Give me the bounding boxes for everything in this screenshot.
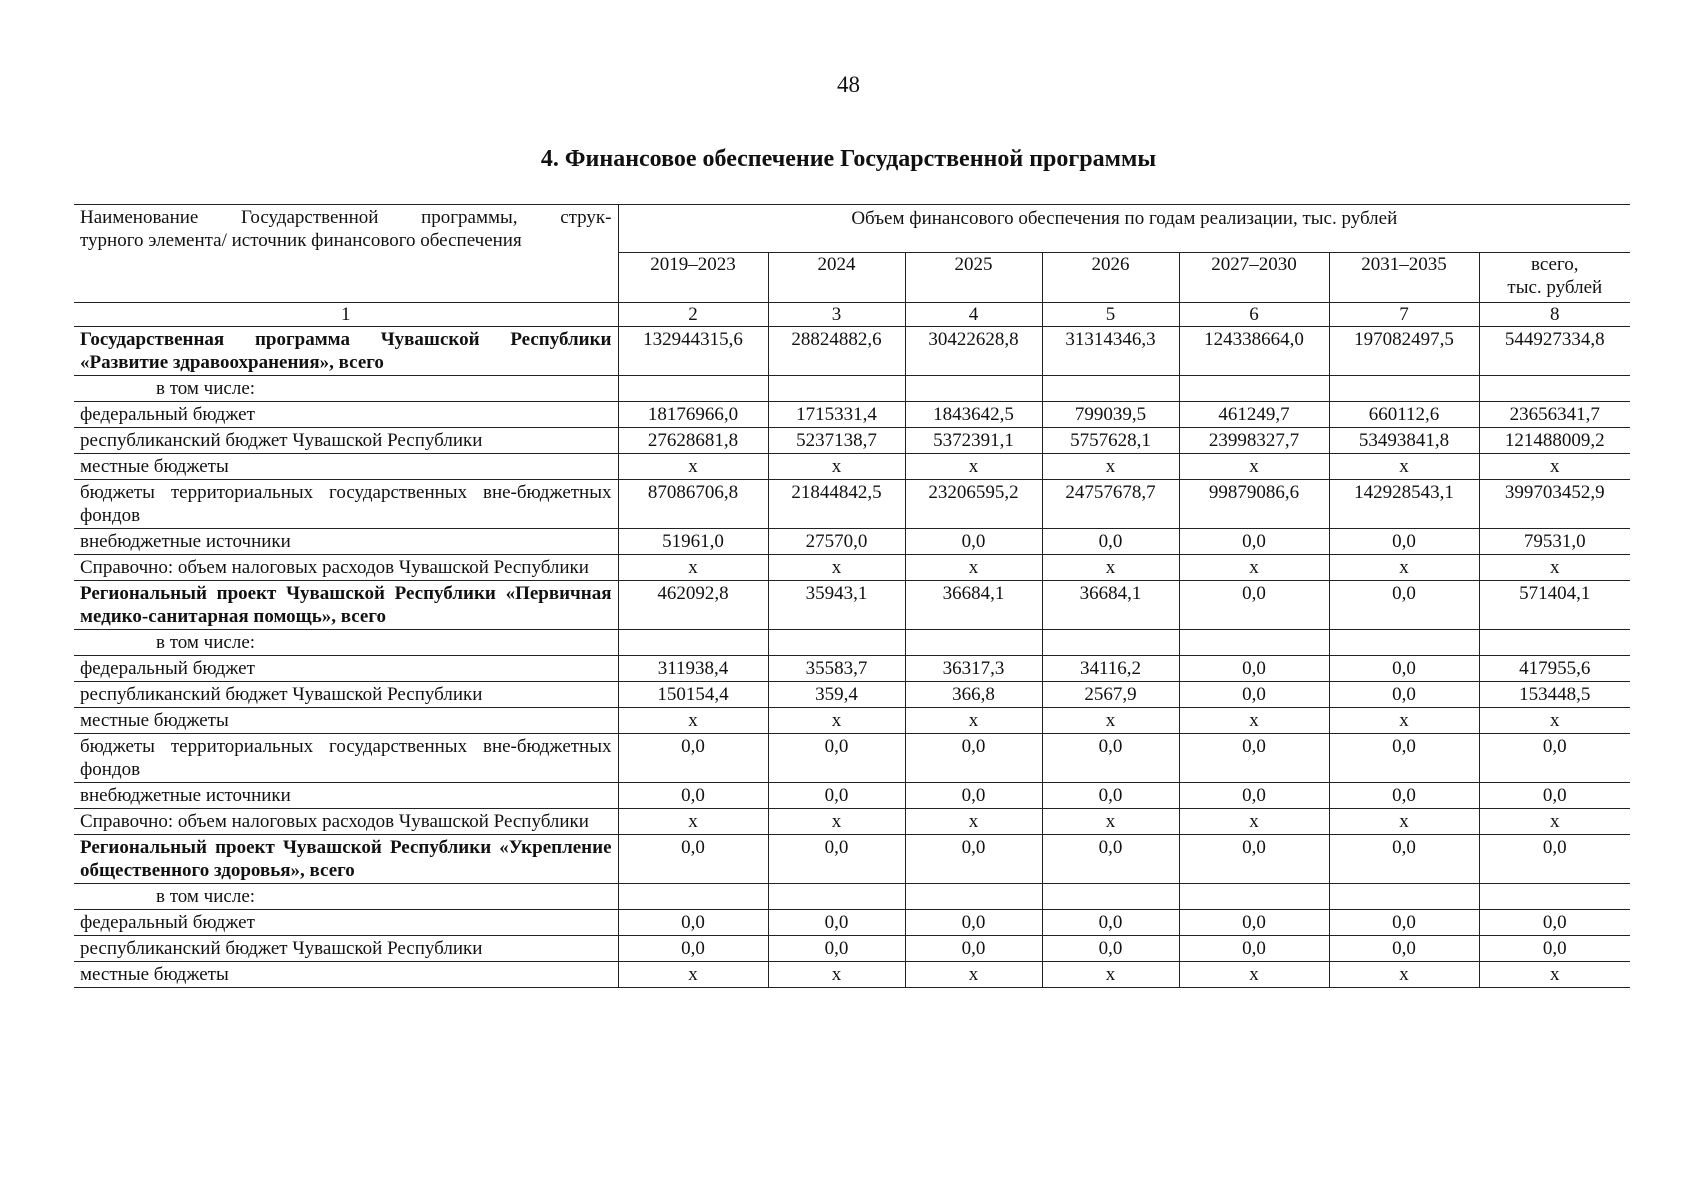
row-value: 0,0: [1329, 783, 1479, 809]
section-title: 4. Финансовое обеспечение Государственной программы: [540, 146, 1157, 172]
row-value: [1329, 884, 1479, 910]
row-label: Государственная программа Чувашской Республики «Развитие здравоохранения», всего: [74, 327, 618, 376]
row-value: 571404,1: [1479, 581, 1630, 630]
row-value: 0,0: [1329, 656, 1479, 682]
row-value: [768, 884, 905, 910]
row-value: [905, 884, 1042, 910]
row-value: х: [905, 809, 1042, 835]
row-value: 0,0: [618, 910, 768, 936]
row-label: местные бюджеты: [74, 708, 618, 734]
row-value: х: [618, 555, 768, 581]
row-label: Региональный проект Чувашской Республики «Первичная медико-санитарная помощь», всего: [74, 581, 618, 630]
row-label: местные бюджеты: [74, 454, 618, 480]
row-value: 99879086,6: [1179, 480, 1329, 529]
row-value: х: [905, 555, 1042, 581]
row-value: 0,0: [1479, 835, 1630, 884]
row-value: 0,0: [1479, 910, 1630, 936]
row-value: 0,0: [1329, 581, 1479, 630]
row-value: х: [768, 708, 905, 734]
table-row: [74, 402, 1630, 428]
row-value: х: [768, 555, 905, 581]
financing-table: [74, 204, 1630, 988]
header-name-line2: турного элемента/ источник финансового обеспечения: [80, 230, 522, 251]
row-value: 36684,1: [905, 581, 1042, 630]
row-value: 0,0: [1329, 682, 1479, 708]
row-value: 30422628,8: [905, 327, 1042, 376]
row-value: 0,0: [1179, 682, 1329, 708]
row-label: федеральный бюджет: [74, 402, 618, 428]
row-value: 0,0: [1479, 734, 1630, 783]
row-value: 0,0: [1329, 734, 1479, 783]
row-value: х: [1042, 454, 1179, 480]
table-row: [74, 630, 1630, 656]
col-header: 2019–2023: [618, 253, 768, 303]
row-value: 399703452,9: [1479, 480, 1630, 529]
row-value: 24757678,7: [1042, 480, 1179, 529]
table-row: [74, 682, 1630, 708]
row-value: 0,0: [1179, 581, 1329, 630]
row-value: 0,0: [1179, 656, 1329, 682]
row-value: 0,0: [1479, 783, 1630, 809]
row-value: х: [768, 809, 905, 835]
row-value: х: [1329, 962, 1479, 988]
row-label: внебюджетные источники: [74, 783, 618, 809]
row-value: 23656341,7: [1479, 402, 1630, 428]
table-row: [74, 734, 1630, 783]
row-label: внебюджетные источники: [74, 529, 618, 555]
row-value: 27570,0: [768, 529, 905, 555]
total-line2: тыс. рублей: [1507, 277, 1603, 298]
table-row: [74, 529, 1630, 555]
row-value: 150154,4: [618, 682, 768, 708]
row-value: х: [618, 809, 768, 835]
row-value: 0,0: [1179, 529, 1329, 555]
total-line1: всего,: [1531, 254, 1579, 275]
row-value: 359,4: [768, 682, 905, 708]
row-value: х: [618, 962, 768, 988]
row-value: х: [618, 454, 768, 480]
row-value: 1843642,5: [905, 402, 1042, 428]
row-value: [618, 884, 768, 910]
row-value: 0,0: [1479, 936, 1630, 962]
row-value: 544927334,8: [1479, 327, 1630, 376]
row-value: х: [1042, 809, 1179, 835]
row-value: [1179, 884, 1329, 910]
row-value: [905, 376, 1042, 402]
row-value: х: [1329, 809, 1479, 835]
row-value: 5237138,7: [768, 428, 905, 454]
row-value: 660112,6: [1329, 402, 1479, 428]
row-label: в том числе:: [74, 630, 618, 656]
row-value: х: [1479, 809, 1630, 835]
table-row: [74, 480, 1630, 529]
index-cell: 7: [1329, 303, 1479, 327]
row-value: 31314346,3: [1042, 327, 1179, 376]
row-value: 142928543,1: [1329, 480, 1479, 529]
row-value: [1329, 630, 1479, 656]
table-row: [74, 809, 1630, 835]
page-number: 48: [837, 72, 860, 97]
row-value: 35583,7: [768, 656, 905, 682]
row-value: [618, 630, 768, 656]
row-label: Справочно: объем налоговых расходов Чувашской Республики: [74, 555, 618, 581]
row-value: 0,0: [618, 783, 768, 809]
row-value: 0,0: [1042, 936, 1179, 962]
row-value: 0,0: [1329, 910, 1479, 936]
row-value: [1179, 630, 1329, 656]
row-value: х: [1042, 708, 1179, 734]
row-value: х: [1042, 962, 1179, 988]
row-value: [1479, 376, 1630, 402]
row-value: х: [1479, 708, 1630, 734]
row-value: 0,0: [1329, 835, 1479, 884]
row-value: 87086706,8: [618, 480, 768, 529]
row-value: 0,0: [768, 936, 905, 962]
index-cell: 4: [905, 303, 1042, 327]
row-value: х: [1329, 708, 1479, 734]
row-label: Региональный проект Чувашской Республики «Укрепление общественного здоровья», всего: [74, 835, 618, 884]
row-value: [1479, 884, 1630, 910]
col-header: 2024: [768, 253, 905, 303]
row-label: республиканский бюджет Чувашской Республики: [74, 428, 618, 454]
index-cell: 8: [1479, 303, 1630, 327]
row-value: 0,0: [1329, 529, 1479, 555]
row-value: 79531,0: [1479, 529, 1630, 555]
row-value: 35943,1: [768, 581, 905, 630]
col-header: 2025: [905, 253, 1042, 303]
row-value: 0,0: [618, 835, 768, 884]
row-value: х: [1179, 809, 1329, 835]
row-value: 2567,9: [1042, 682, 1179, 708]
row-value: 124338664,0: [1179, 327, 1329, 376]
row-value: 36317,3: [905, 656, 1042, 682]
row-value: 0,0: [1042, 910, 1179, 936]
row-value: [768, 630, 905, 656]
row-label: бюджеты территориальных государственных вне-бюджетных фондов: [74, 480, 618, 529]
row-value: 461249,7: [1179, 402, 1329, 428]
row-value: 23206595,2: [905, 480, 1042, 529]
row-value: х: [618, 708, 768, 734]
table-row: [74, 376, 1630, 402]
index-cell: 2: [618, 303, 768, 327]
row-value: х: [1329, 555, 1479, 581]
table-row: [74, 936, 1630, 962]
row-value: 0,0: [768, 910, 905, 936]
table-row: [74, 656, 1630, 682]
row-label: Справочно: объем налоговых расходов Чувашской Республики: [74, 809, 618, 835]
row-label: местные бюджеты: [74, 962, 618, 988]
row-value: 0,0: [905, 936, 1042, 962]
row-value: 0,0: [1179, 734, 1329, 783]
row-value: [1042, 376, 1179, 402]
row-value: х: [1329, 454, 1479, 480]
row-value: [905, 630, 1042, 656]
row-label: в том числе:: [74, 376, 618, 402]
row-value: х: [1479, 962, 1630, 988]
row-value: 27628681,8: [618, 428, 768, 454]
row-value: 132944315,6: [618, 327, 768, 376]
row-value: х: [1479, 454, 1630, 480]
table-row: [74, 454, 1630, 480]
row-value: [768, 376, 905, 402]
row-value: 0,0: [1329, 936, 1479, 962]
row-value: 0,0: [905, 910, 1042, 936]
row-value: 0,0: [905, 835, 1042, 884]
row-value: 0,0: [618, 734, 768, 783]
row-value: х: [1042, 555, 1179, 581]
table-row: [74, 835, 1630, 884]
row-value: 36684,1: [1042, 581, 1179, 630]
table-row: [74, 555, 1630, 581]
row-value: 34116,2: [1042, 656, 1179, 682]
row-value: 417955,6: [1479, 656, 1630, 682]
row-label: республиканский бюджет Чувашской Республики: [74, 936, 618, 962]
header-volume: Объем финансового обеспечения по годам реализации, тыс. рублей: [618, 205, 1630, 253]
index-cell: 6: [1179, 303, 1329, 327]
row-value: 0,0: [1042, 835, 1179, 884]
col-header-total: [1479, 253, 1630, 303]
row-value: х: [768, 454, 905, 480]
row-value: х: [1179, 454, 1329, 480]
row-value: 0,0: [1042, 734, 1179, 783]
row-value: 121488009,2: [1479, 428, 1630, 454]
row-value: х: [905, 962, 1042, 988]
table-row: [74, 884, 1630, 910]
row-value: 197082497,5: [1329, 327, 1479, 376]
row-label: республиканский бюджет Чувашской Республики: [74, 682, 618, 708]
row-label: в том числе:: [74, 884, 618, 910]
row-value: 0,0: [905, 529, 1042, 555]
row-value: х: [1179, 962, 1329, 988]
row-label: федеральный бюджет: [74, 656, 618, 682]
row-value: 53493841,8: [1329, 428, 1479, 454]
table-row: [74, 708, 1630, 734]
index-cell: 1: [74, 303, 618, 327]
row-value: 799039,5: [1042, 402, 1179, 428]
row-value: 5372391,1: [905, 428, 1042, 454]
row-value: 23998327,7: [1179, 428, 1329, 454]
row-value: 153448,5: [1479, 682, 1630, 708]
row-value: 0,0: [1179, 910, 1329, 936]
row-value: [1042, 884, 1179, 910]
row-value: 21844842,5: [768, 480, 905, 529]
row-value: [1179, 376, 1329, 402]
table-row: [74, 783, 1630, 809]
row-label: федеральный бюджет: [74, 910, 618, 936]
row-value: х: [905, 454, 1042, 480]
col-header: 2027–2030: [1179, 253, 1329, 303]
row-value: 0,0: [905, 783, 1042, 809]
row-value: 0,0: [1179, 783, 1329, 809]
table-row: [74, 327, 1630, 376]
table-row: [74, 428, 1630, 454]
row-value: [618, 376, 768, 402]
row-value: 0,0: [1042, 783, 1179, 809]
row-value: 0,0: [768, 835, 905, 884]
row-value: х: [768, 962, 905, 988]
row-value: 0,0: [1179, 936, 1329, 962]
index-cell: 5: [1042, 303, 1179, 327]
row-value: 0,0: [1042, 529, 1179, 555]
table-row: [74, 910, 1630, 936]
row-value: 462092,8: [618, 581, 768, 630]
col-header: 2026: [1042, 253, 1179, 303]
row-value: 18176966,0: [618, 402, 768, 428]
row-label: бюджеты территориальных государственных вне-бюджетных фондов: [74, 734, 618, 783]
header-name-cell: [74, 205, 618, 303]
table-row: [74, 962, 1630, 988]
row-value: х: [1479, 555, 1630, 581]
row-value: 5757628,1: [1042, 428, 1179, 454]
row-value: [1329, 376, 1479, 402]
header-name-line1: Наименование Государственной программы, струк-: [80, 207, 612, 228]
row-value: 28824882,6: [768, 327, 905, 376]
row-value: 0,0: [618, 936, 768, 962]
table-row: [74, 581, 1630, 630]
row-value: 0,0: [1179, 835, 1329, 884]
row-value: [1479, 630, 1630, 656]
row-value: 51961,0: [618, 529, 768, 555]
table-body: [74, 327, 1630, 988]
row-value: 0,0: [768, 734, 905, 783]
row-value: [1042, 630, 1179, 656]
row-value: х: [1179, 708, 1329, 734]
col-header: 2031–2035: [1329, 253, 1479, 303]
row-value: 0,0: [905, 734, 1042, 783]
row-value: 366,8: [905, 682, 1042, 708]
index-cell: 3: [768, 303, 905, 327]
row-value: х: [905, 708, 1042, 734]
row-value: х: [1179, 555, 1329, 581]
row-value: 1715331,4: [768, 402, 905, 428]
row-value: 311938,4: [618, 656, 768, 682]
row-value: 0,0: [768, 783, 905, 809]
